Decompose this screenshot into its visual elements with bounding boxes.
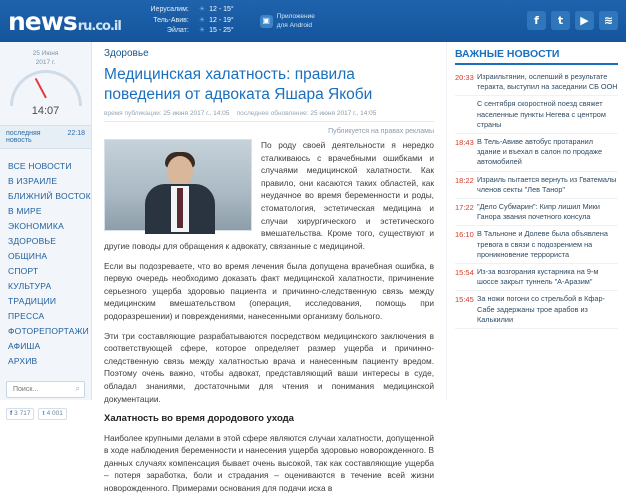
weather-row	[143, 16, 234, 27]
article-subheading: Халатность во время дородового ухода	[104, 413, 294, 425]
news-item[interactable]	[455, 226, 618, 264]
news-item-time: 17:22	[455, 203, 474, 213]
app-link-line2: для Android	[276, 22, 313, 29]
clock-time: 14:07	[31, 104, 60, 117]
sidebar-item-community[interactable]: ОБЩИНА	[8, 251, 48, 262]
news-item-text: В Тель-Авиве автобус протаранил здание и въехал в салон по продаже автомобилей	[477, 137, 603, 167]
news-item-text: Из-за возгорания кустарника на 9-м шоссе закрыт туннель "А-Аразим"	[477, 267, 599, 287]
search-icon[interactable]: ⌕	[75, 384, 80, 394]
sidebar-item-sport[interactable]: СПОРТ	[8, 266, 39, 277]
facebook-share-chip[interactable]	[6, 408, 34, 420]
weather-row	[143, 5, 234, 16]
news-item-time: 16:10	[455, 230, 474, 240]
twitter-icon[interactable]: t	[551, 11, 570, 30]
news-item[interactable]	[455, 291, 618, 329]
weather-sun-icon: ☀	[198, 5, 206, 13]
sidebar-right	[446, 42, 626, 400]
sidebar-item-afisha[interactable]: АФИША	[8, 341, 41, 352]
sidebar-item-archive[interactable]: АРХИВ	[8, 356, 38, 367]
weather-city: Тель-Авив:	[153, 16, 189, 24]
facebook-icon[interactable]: f	[527, 11, 546, 30]
news-item-time	[455, 99, 477, 130]
weather-sun-icon: ☀	[198, 16, 206, 24]
clock-gauge-icon	[10, 70, 82, 104]
app-link-text	[277, 12, 315, 30]
weather-widget	[143, 5, 234, 38]
page-title: Медицинская халатность: правила поведения от адвоката Яшара Якоби	[104, 66, 373, 103]
twitter-icon: t	[42, 410, 45, 418]
date-line-1: 25 Июня	[32, 50, 59, 57]
android-icon: ▣	[260, 15, 273, 28]
last-news-time: 22:18	[67, 129, 85, 137]
update-value: 25 июня 2017 г., 14:05	[310, 110, 377, 118]
news-item-text: Израиль пытается вернуть из Гватемалы членов секты "Лев Танор"	[477, 174, 617, 194]
android-app-link[interactable]	[260, 12, 315, 30]
sidebar-item-health[interactable]: ЗДОРОВЬЕ	[8, 236, 57, 247]
article-paragraph: Наиболее крупными делами в этой сфере являются случаи халатности, допущенной в ходе наблюдения беременности и нанесения ущерба здоровью новорожденного. В данных случаях компенсация бывает очень высокой, так как составляющие ущерба – потеря заработка, боли и страдания – оцениваются в течение всей жизни новорожденного. Примерами основания для подачи иска в	[104, 432, 434, 494]
last-news-label: последняя новость	[6, 129, 41, 144]
search-input[interactable]	[11, 385, 76, 394]
breadcrumb[interactable]: Здоровье	[104, 48, 149, 59]
current-date	[0, 46, 91, 68]
news-item-text: За ножи погони со стрельбой в Кфар-Сабе задержаны трое арабов из Калькилии	[477, 294, 605, 324]
news-item-time: 18:43	[455, 138, 474, 148]
sidebar-item-culture[interactable]: КУЛЬТУРА	[8, 281, 52, 292]
article-body	[104, 139, 434, 495]
sidebar-item-press[interactable]: ПРЕССА	[8, 311, 45, 322]
important-news-title: ВАЖНЫЕ НОВОСТИ	[455, 48, 618, 65]
news-item-time: 15:54	[455, 268, 474, 278]
news-item-time: 18:22	[455, 175, 474, 185]
news-item-text: В Тальноне и Долеве была объявлена тревога в связи с подозрением на проникновение террориста	[477, 229, 608, 259]
social-links	[527, 11, 618, 30]
news-item[interactable]	[455, 69, 618, 96]
logo-sub-text: ru.co.il	[77, 18, 121, 34]
news-item-text: Израильтянин, ослепший в результате теракта, выступил на заседании СБ ООН	[477, 72, 618, 92]
sidebar-nav	[0, 159, 91, 369]
sidebar-left	[0, 42, 92, 418]
sidebar-item-middle-east[interactable]: БЛИЖНИЙ ВОСТОК	[8, 191, 91, 202]
weather-city: Эйлат:	[166, 27, 189, 35]
sidebar-item-photoreports[interactable]: ФОТОРЕПОРТАЖИ	[8, 326, 89, 337]
logo-main-text: news	[8, 6, 77, 36]
news-item-time: 20:33	[455, 73, 474, 82]
advertisement-note: Публикуется на правах рекламы	[328, 128, 434, 136]
share-counters	[6, 408, 85, 420]
youtube-icon[interactable]: ▶	[575, 11, 594, 30]
article-paragraph: По роду своей деятельности я нередко сталкиваюсь с врачебными ошибками и случаями медицинской халатности. Как правило, они касаются таких областей, как неудачное во время беременности и роды, стоматология, эстетическая медицина и случаи хирургического и эстетического вмешательства. Кроме того, существуют и другие поводы для обращения к адвокату, связанные с медициной.	[104, 140, 434, 251]
rss-icon[interactable]: ≋	[599, 11, 618, 30]
facebook-share-count: 3 717	[14, 410, 31, 418]
weather-row	[143, 26, 234, 37]
article-paragraph: Эти три составляющие разрабатываются посредством медицинского заключения в соответствующей сфере, которое определяет размер ущерба и причинно-следственную связь между халатностью врача и нанесенным пациенту вредом. Поэтому очень важно, чтобы адвокат, представляющий ваши интересы в суде, обладал знаниями, достаточными для чтения и понимания медицинской документации.	[104, 330, 434, 404]
article-column	[92, 42, 446, 494]
weather-range: 12 - 19°	[209, 16, 234, 24]
page-body	[0, 42, 626, 494]
news-item[interactable]	[455, 134, 618, 172]
facebook-icon: f	[10, 410, 13, 418]
weather-range: 15 - 25°	[209, 27, 234, 35]
news-item-text: С сентября скоростной поезд свяжет населенные пункты Негева с центром страны	[477, 99, 606, 129]
article-paragraph: Если вы подозреваете, что во время лечения была допущена врачебная ошибка, в первую очередь необходимо доказать факт медицинской халатности, причинение серьезного ущерба здоровью пациента и причинно-следственную связь между медицинским вмешательством (операция, исследования, помощь при родоразрешении) и повреждениями, нанесенными организму больного.	[104, 260, 434, 321]
sidebar-item-traditions[interactable]: ТРАДИЦИИ	[8, 296, 57, 307]
site-logo[interactable]	[8, 7, 121, 36]
date-line-2: 2017 г.	[35, 58, 56, 66]
news-item-text: "Дело Субмарин": Кипр лишил Мики Ганора звания почетного консула	[477, 202, 601, 222]
sidebar-item-world[interactable]: В МИРЕ	[8, 206, 42, 217]
weather-city: Иерусалим:	[150, 5, 189, 13]
news-item[interactable]	[455, 199, 618, 226]
last-news-bar[interactable]	[0, 125, 91, 149]
sidebar-item-economy[interactable]: ЭКОНОМИКА	[8, 221, 64, 232]
app-link-line1: Приложение	[276, 12, 315, 20]
news-item[interactable]	[455, 264, 618, 291]
news-item-time: 15:45	[455, 295, 474, 305]
twitter-share-count: 4 001	[46, 410, 63, 418]
weather-range: 12 - 15°	[209, 5, 234, 13]
news-item[interactable]	[455, 172, 618, 199]
sidebar-item-all-news[interactable]: ВСЕ НОВОСТИ	[8, 161, 72, 172]
publish-label: время публикации:	[104, 110, 162, 118]
search-box[interactable]	[6, 381, 85, 398]
site-header	[0, 0, 626, 42]
sidebar-item-israel[interactable]: В ИЗРАИЛЕ	[8, 176, 58, 187]
article-meta	[104, 110, 434, 122]
news-item[interactable]	[455, 96, 618, 134]
article-photo	[104, 139, 252, 231]
weather-sun-icon: ☀	[198, 27, 206, 35]
update-label: последнее обновление:	[236, 110, 309, 118]
twitter-share-chip[interactable]	[38, 408, 66, 420]
publish-value: 25 июня 2017 г., 14:05	[163, 110, 230, 118]
